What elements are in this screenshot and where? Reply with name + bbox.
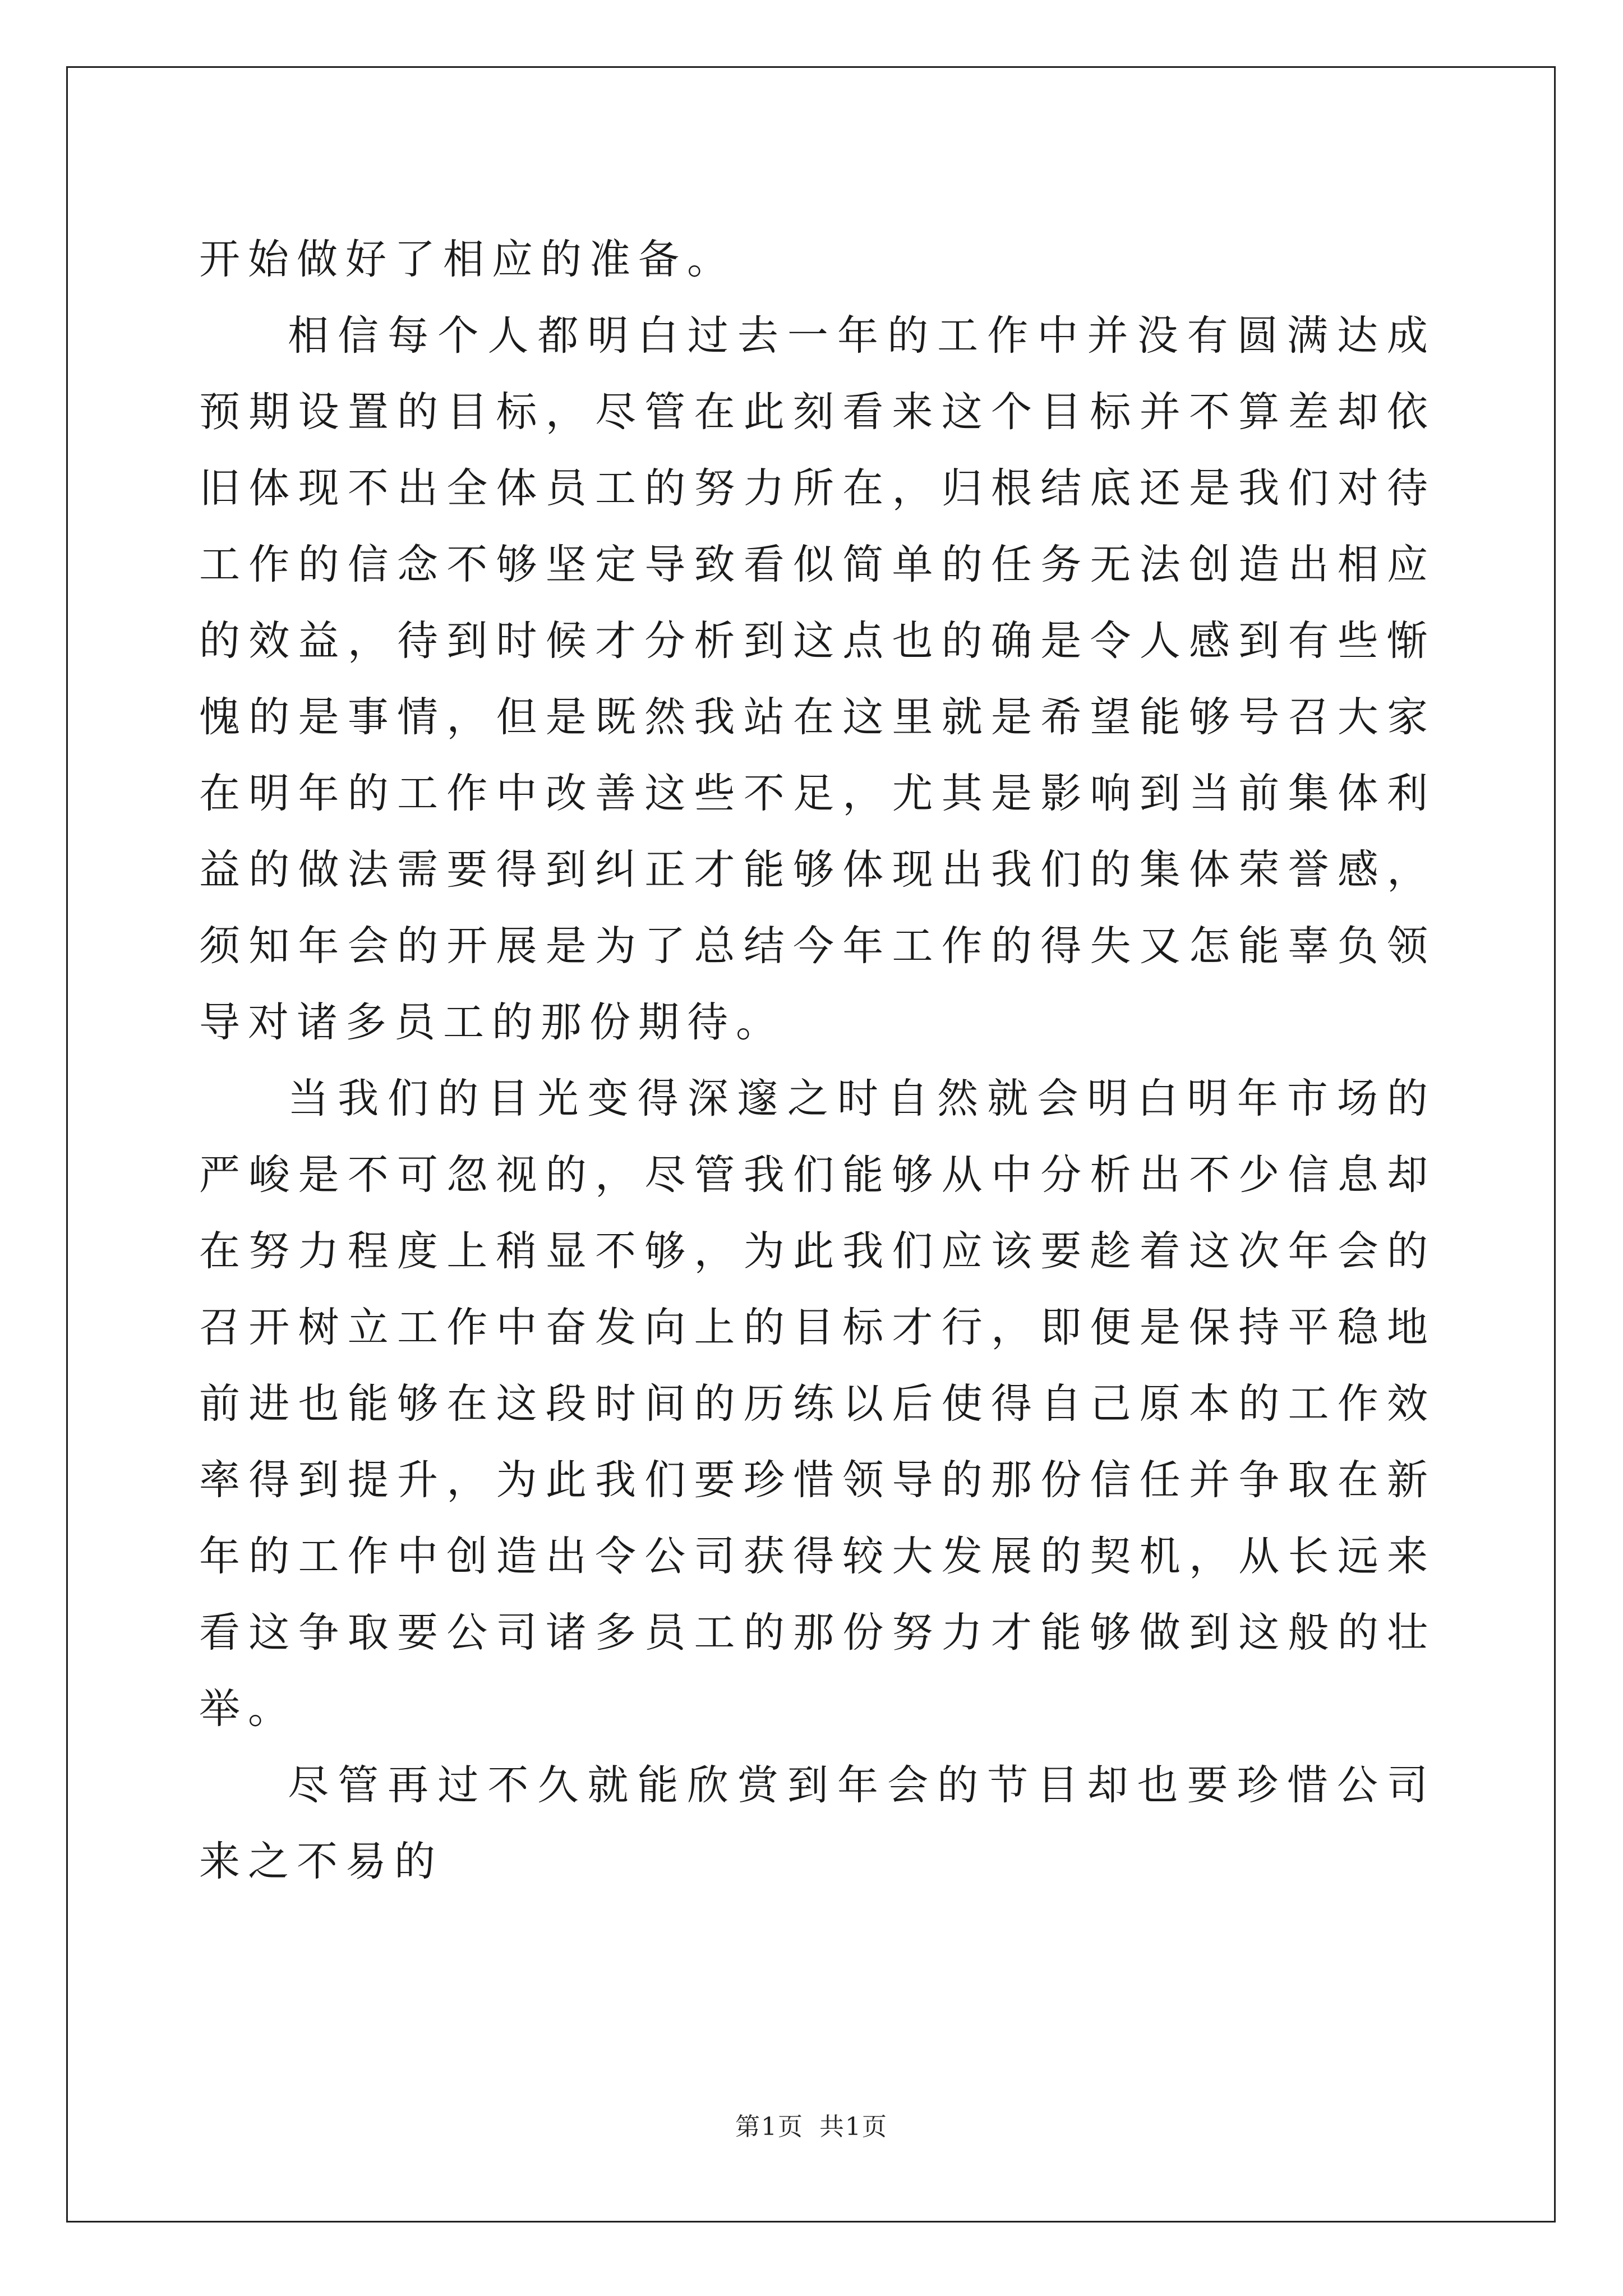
paragraph-3: 当我们的目光变得深邃之时自然就会明白明年市场的严峻是不可忽视的，尽管我们能够从中分析出不少信息却在努力程度上稍显不够，为此我们应该要趁着这次年会的召开树立工作中奋发向上的目标才行，即便是保持平稳地前进也能够在这段时间的历练以后使得自己原本的工作效率得到提升，为此我们要珍惜领导的那份信任并争取在新年的工作中创造出令公司获得较大发展的契机，从长远来看这争取要公司诸多员工的那份努力才能够做到这般的壮举。 (199, 1075, 1436, 1733)
page-number-current: 第1页 (735, 2113, 804, 2141)
page-footer (0, 2110, 1623, 2144)
document-body (199, 222, 1436, 1900)
paragraph-1: 开始做好了相应的准备。 (199, 236, 736, 283)
paragraph-2: 相信每个人都明白过去一年的工作中并没有圆满达成预期设置的目标，尽管在此刻看来这个目标并不算差却依旧体现不出全体员工的努力所在，归根结底还是我们对待工作的信念不够坚定导致看似简单的任务无法创造出相应的效益，待到时候才分析到这点也的确是令人感到有些惭愧的是事情，但是既然我站在这里就是希望能够号召大家在明年的工作中改善这些不足，尤其是影响到当前集体利益的做法需要得到纠正才能够体现出我们的集体荣誉感，须知年会的开展是为了总结今年工作的得失又怎能辜负领导对诸多员工的那份期待。 (199, 312, 1436, 1046)
paragraph-4: 尽管再过不久就能欣赏到年会的节目却也要珍惜公司来之不易的 (199, 1761, 1436, 1885)
page-number-total: 共1页 (819, 2113, 888, 2141)
